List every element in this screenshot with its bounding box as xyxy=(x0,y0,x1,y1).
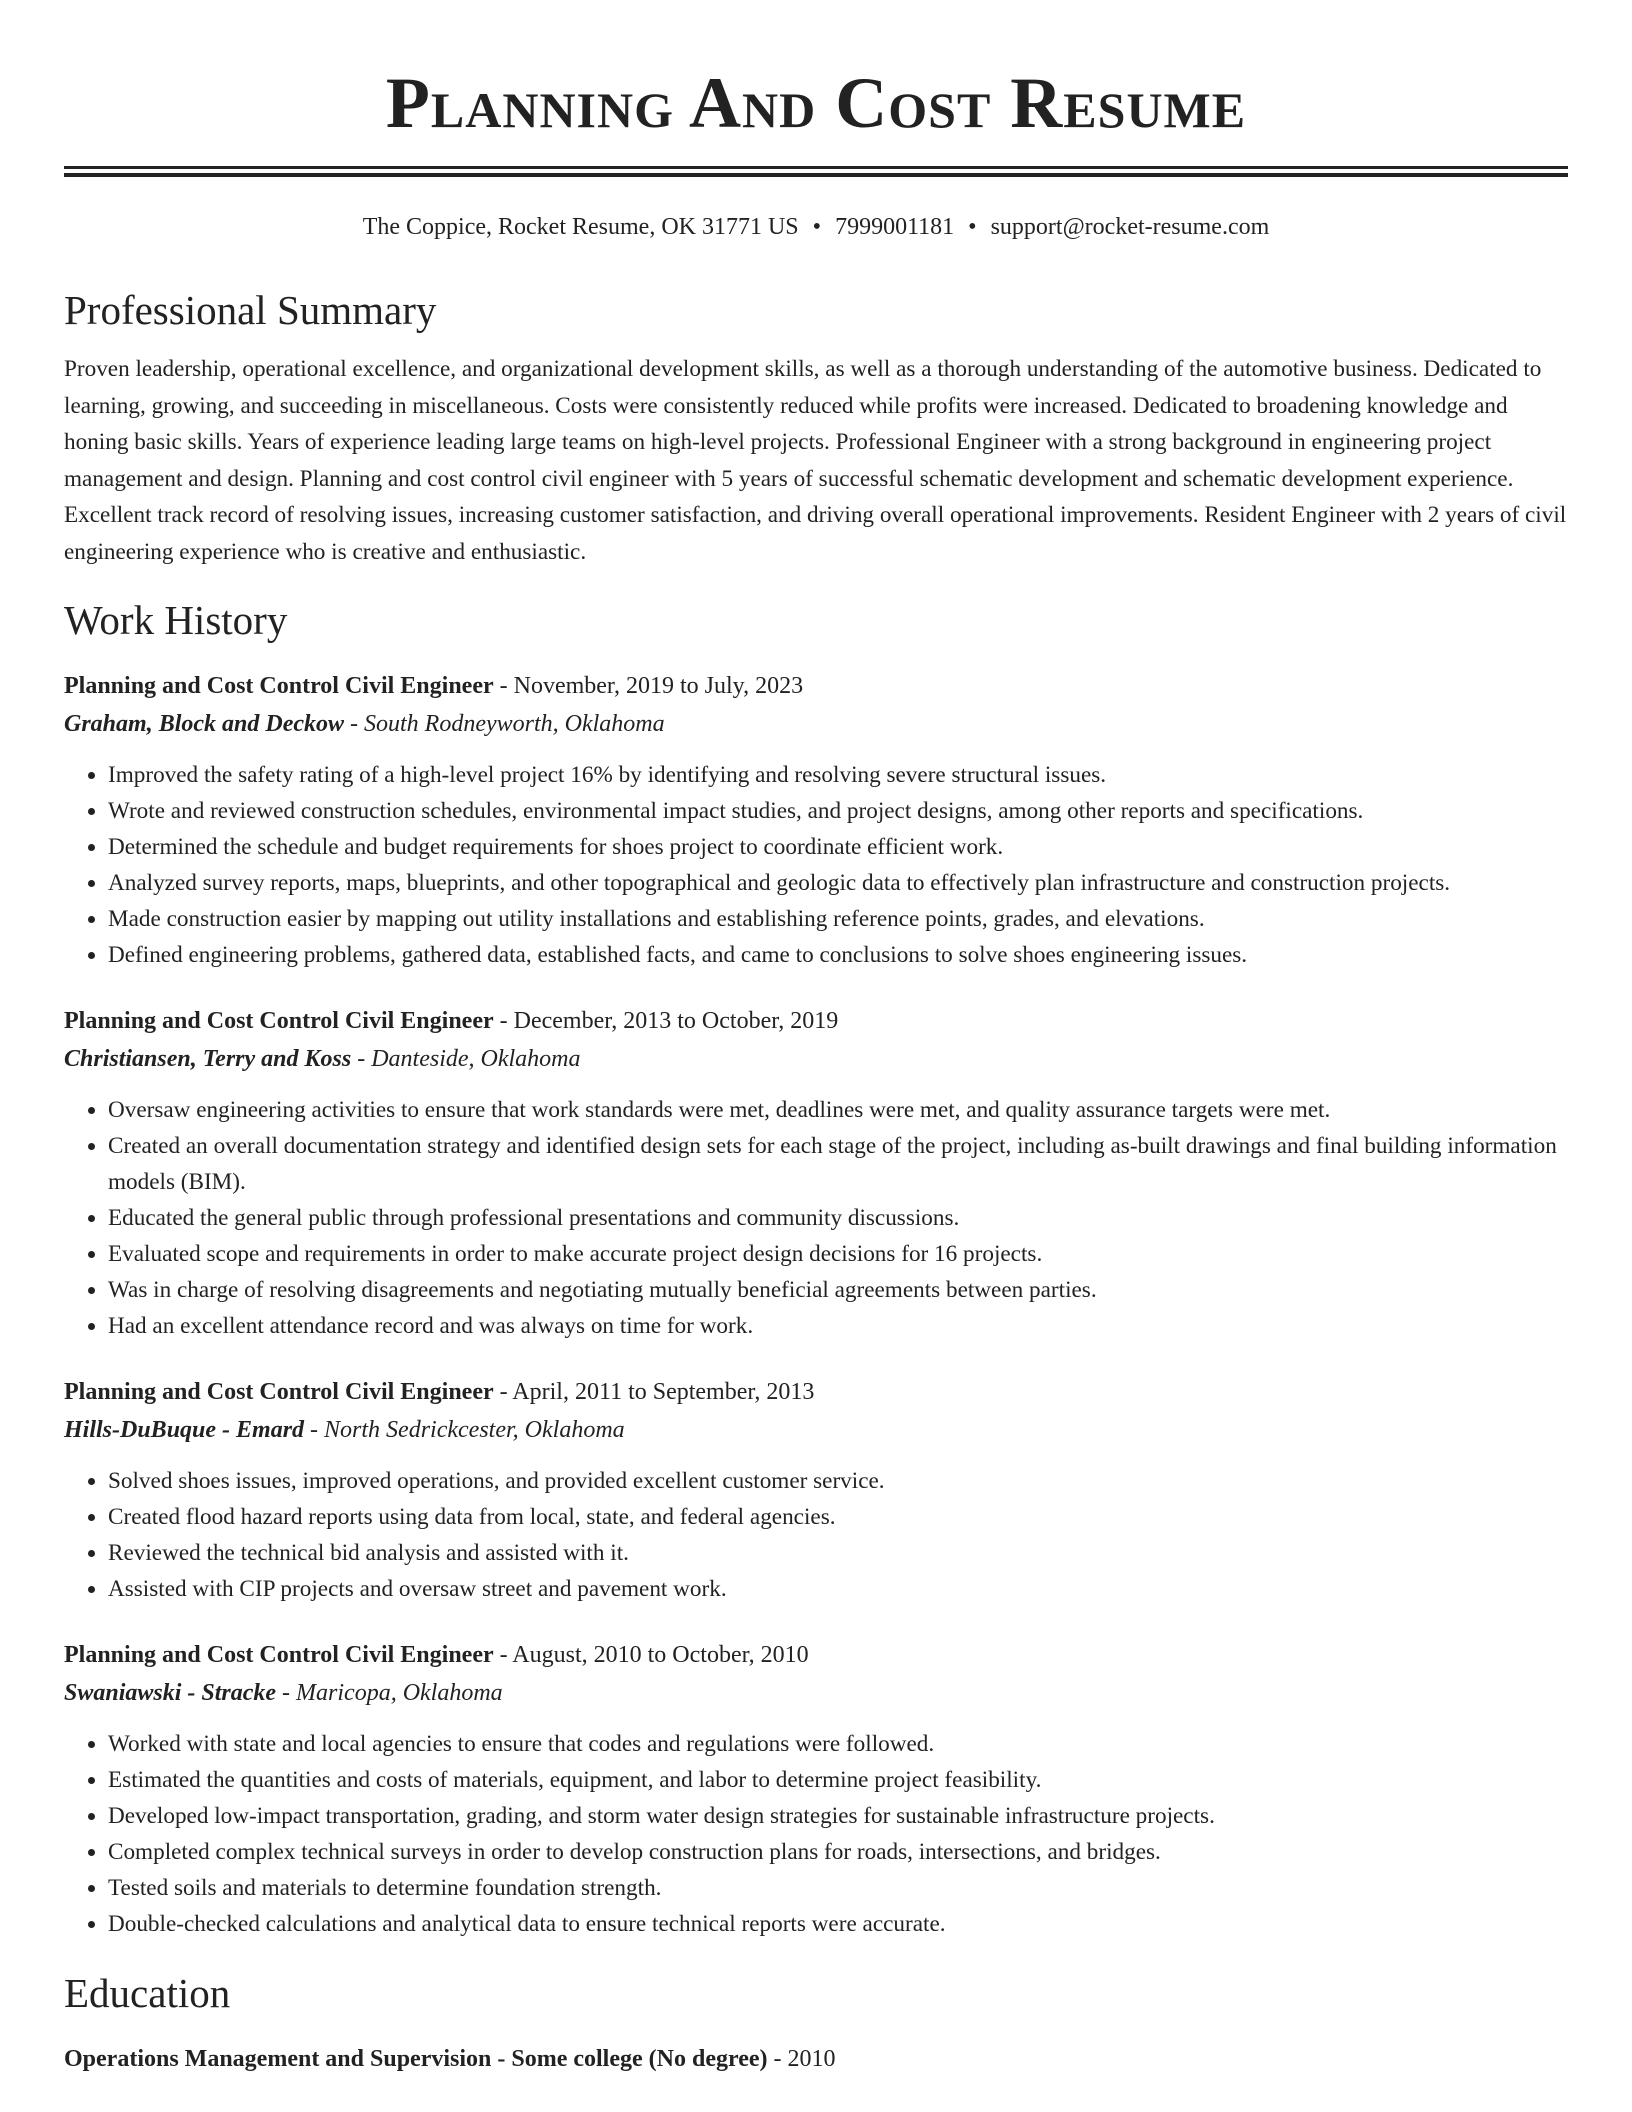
job-role: Planning and Cost Control Civil Engineer xyxy=(64,1378,494,1405)
resume-page xyxy=(64,0,1568,2078)
job-company: Graham, Block and Deckow xyxy=(64,710,345,737)
contact-email: support@rocket-resume.com xyxy=(990,214,1270,240)
job-role: Planning and Cost Control Civil Engineer xyxy=(64,672,494,699)
job-bullets xyxy=(64,1726,1568,1942)
job-bullet: • Developed low-impact transportation, grading, and storm water design strategies for sustainable infrastructure projects. xyxy=(108,1798,1568,1834)
job-bullet: • Analyzed survey reports, maps, blueprints, and other topographical and geologic data to effectively plan infrastructure and construction projects. xyxy=(108,865,1568,901)
contact-line xyxy=(64,211,1568,243)
job-bullet: • Improved the safety rating of a high-level project 16% by identifying and resolving severe structural issues. xyxy=(108,757,1568,793)
job-bullet: • Determined the schedule and budget requirements for shoes project to coordinate efficient work. xyxy=(108,829,1568,865)
education-year: - 2010 xyxy=(767,2045,836,2072)
job-dates: - August, 2010 to October, 2010 xyxy=(493,1641,809,1668)
job-bullet: • Educated the general public through professional presentations and community discussions. xyxy=(108,1200,1568,1236)
job-header xyxy=(64,667,1568,705)
job-bullet: • Completed complex technical surveys in order to develop construction plans for roads, intersections, and bridges. xyxy=(108,1834,1568,1870)
job-header xyxy=(64,1636,1568,1674)
contact-phone: 7999001181 xyxy=(835,214,955,240)
job-bullet: • Wrote and reviewed construction schedules, environmental impact studies, and project designs, among other reports and specifications. xyxy=(108,793,1568,829)
title-divider xyxy=(64,166,1568,177)
job-bullet: • Created flood hazard reports using data from local, state, and federal agencies. xyxy=(108,1499,1568,1535)
job-bullet: • Made construction easier by mapping out utility installations and establishing reference points, grades, and elevations. xyxy=(108,901,1568,937)
job-bullet: • Oversaw engineering activities to ensure that work standards were met, deadlines were met, and quality assurance targets were met. xyxy=(108,1092,1568,1128)
job-employer xyxy=(64,1040,1568,1078)
job-bullet: • Reviewed the technical bid analysis and assisted with it. xyxy=(108,1535,1568,1571)
job-bullets xyxy=(64,1463,1568,1607)
job-entry xyxy=(64,1373,1568,1607)
resume-title: Planning And Cost Resume xyxy=(385,63,1247,143)
job-employer xyxy=(64,1674,1568,1712)
job-employer xyxy=(64,705,1568,743)
job-entry xyxy=(64,1002,1568,1344)
job-location: - Danteside, Oklahoma xyxy=(351,1045,581,1072)
job-bullet: • Evaluated scope and requirements in order to make accurate project design decisions for 16 projects. xyxy=(108,1236,1568,1272)
summary-text: Proven leadership, operational excellence, and organizational development skills, as well as a thorough understanding of the automotive business. Dedicated to learning, growing, and succeeding in miscellaneous. Costs were consistently reduced while profits were increased. Dedicated to broadening knowledge and honing basic skills. Years of experience leading large teams on high-level projects. Professional Engineer with a strong background in engineering project management and design. Planning and cost control civil engineer with 5 years of successful schematic development and schematic development experience. Excellent track record of resolving issues, increasing customer satisfaction, and driving overall operational improvements. Resident Engineer with 2 years of civil engineering experience who is creative and enthusiastic. xyxy=(64,356,1567,565)
job-role: Planning and Cost Control Civil Engineer xyxy=(64,1641,494,1668)
education-degree: Operations Management and Supervision - Some college (No degree) xyxy=(64,2045,768,2072)
job-bullets xyxy=(64,757,1568,973)
job-bullets xyxy=(64,1092,1568,1344)
job-header xyxy=(64,1002,1568,1040)
job-location: - Maricopa, Oklahoma xyxy=(276,1679,503,1706)
section-heading-work-history: Work History xyxy=(64,596,288,643)
job-bullet: • Defined engineering problems, gathered data, established facts, and came to conclusions to solve shoes engineering issues. xyxy=(108,937,1568,973)
job-bullet: • Double-checked calculations and analytical data to ensure technical reports were accurate. xyxy=(108,1906,1568,1942)
job-dates: - April, 2011 to September, 2013 xyxy=(493,1378,815,1405)
section-heading-summary: Professional Summary xyxy=(64,287,437,333)
job-bullet: • Worked with state and local agencies to ensure that codes and regulations were followed. xyxy=(108,1726,1568,1762)
job-location: - South Rodneyworth, Oklahoma xyxy=(344,710,665,737)
job-employer xyxy=(64,1411,1568,1449)
contact-separator: • xyxy=(968,214,977,240)
job-list xyxy=(64,667,1568,1942)
job-entry xyxy=(64,667,1568,973)
education-entry xyxy=(64,2040,1568,2078)
contact-address: The Coppice, Rocket Resume, OK 31771 US xyxy=(362,214,799,240)
job-dates: - December, 2013 to October, 2019 xyxy=(493,1007,839,1034)
section-heading-education: Education xyxy=(64,1969,231,2016)
job-company: Christiansen, Terry and Koss xyxy=(64,1045,352,1072)
job-header xyxy=(64,1373,1568,1411)
job-company: Swaniawski - Stracke xyxy=(64,1679,277,1706)
job-location: - North Sedrickcester, Oklahoma xyxy=(304,1416,625,1443)
job-company: Hills-DuBuque - Emard xyxy=(64,1416,305,1443)
job-entry xyxy=(64,1636,1568,1942)
job-bullet: • Solved shoes issues, improved operations, and provided excellent customer service. xyxy=(108,1463,1568,1499)
contact-separator: • xyxy=(812,214,822,240)
job-bullet: • Assisted with CIP projects and oversaw street and pavement work. xyxy=(108,1571,1568,1607)
job-bullet: • Had an excellent attendance record and was always on time for work. xyxy=(108,1308,1568,1344)
job-role: Planning and Cost Control Civil Engineer xyxy=(64,1007,494,1034)
job-bullet: • Was in charge of resolving disagreements and negotiating mutually beneficial agreements between parties. xyxy=(108,1272,1568,1308)
job-bullet: • Tested soils and materials to determine foundation strength. xyxy=(108,1870,1568,1906)
job-dates: - November, 2019 to July, 2023 xyxy=(493,672,804,699)
job-bullet: • Created an overall documentation strategy and identified design sets for each stage of the project, including as-built drawings and final building information models (BIM). xyxy=(108,1128,1568,1200)
job-bullet: • Estimated the quantities and costs of materials, equipment, and labor to determine project feasibility. xyxy=(108,1762,1568,1798)
